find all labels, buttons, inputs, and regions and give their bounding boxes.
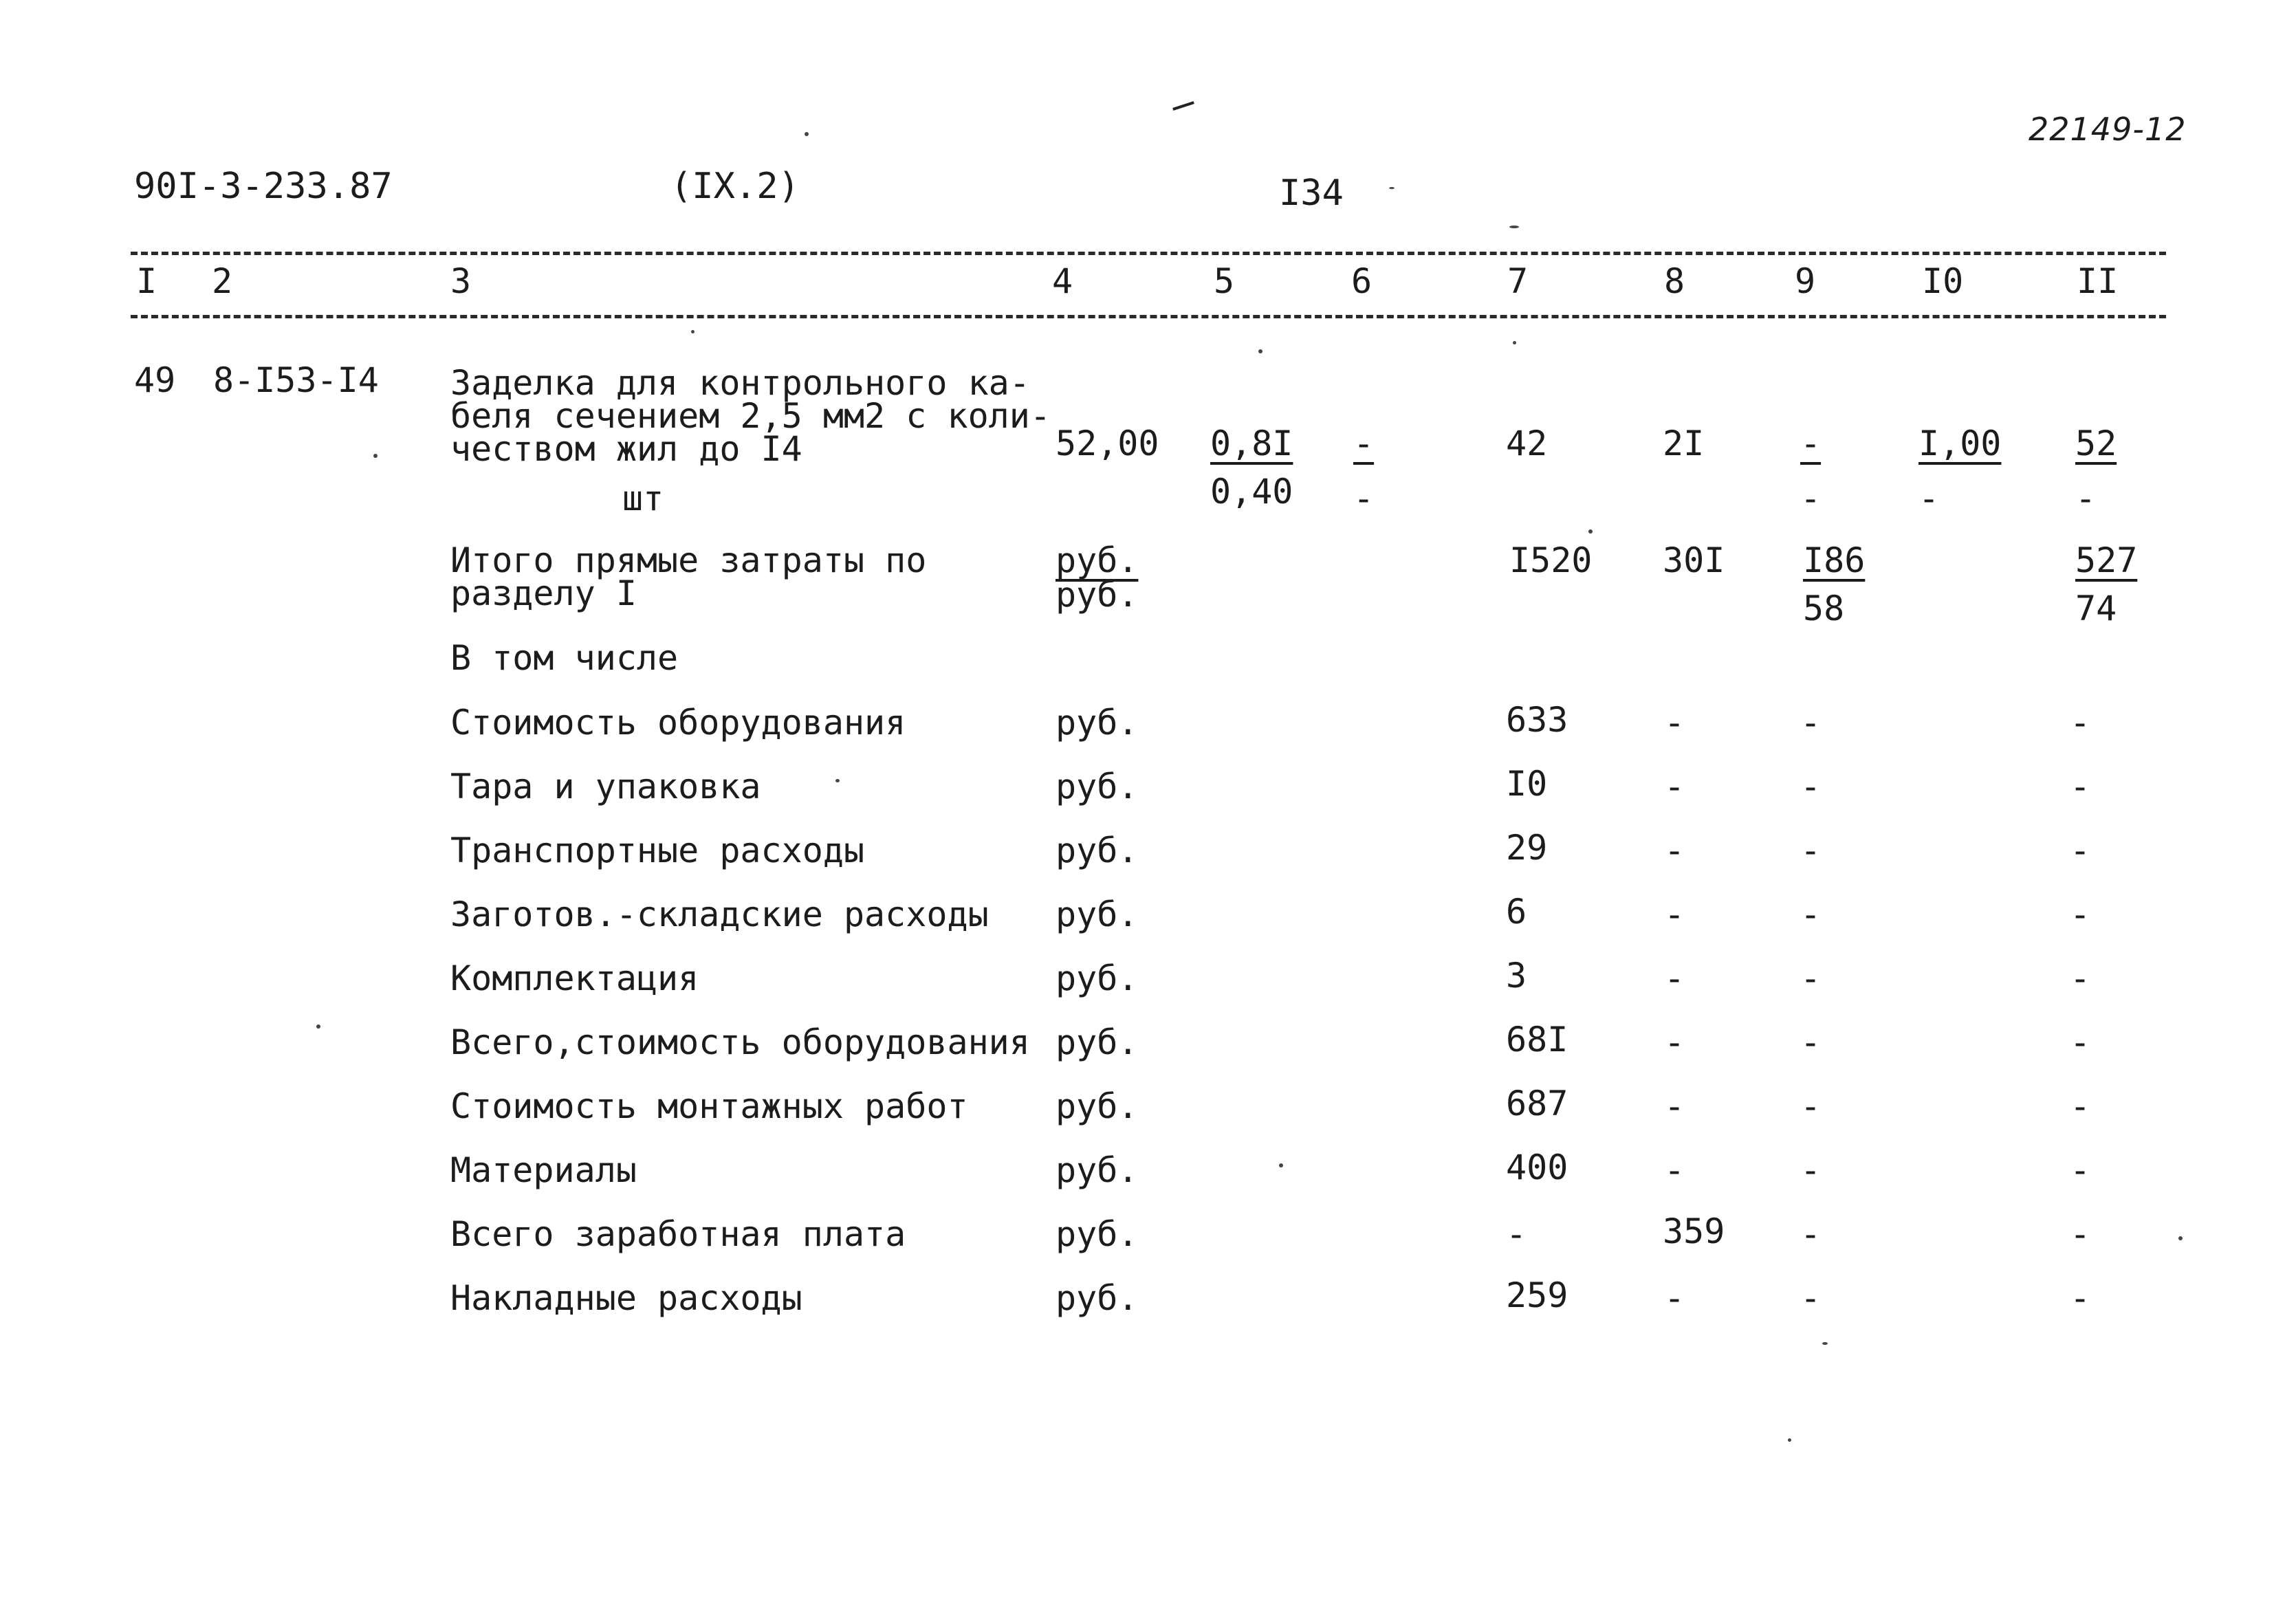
header-rule-top — [131, 252, 2166, 255]
row-col11: - — [2070, 1278, 2091, 1318]
row-unit: руб. — [1056, 831, 1139, 870]
row-label: Комплектация — [450, 958, 699, 998]
row-label: Всего заработная плата — [450, 1214, 906, 1254]
row-label: Заготов.-складские расходы — [450, 895, 989, 934]
row-col7: 6 — [1506, 892, 1527, 932]
row-col11: - — [2070, 767, 2091, 806]
row-col7: 400 — [1506, 1148, 1568, 1187]
col-header-10: I0 — [1922, 261, 1964, 301]
item-col6-bottom: - — [1353, 479, 1375, 518]
row-col9: - — [1800, 958, 1822, 998]
row-col7: - — [1506, 1214, 1527, 1254]
row-unit: руб. — [1056, 1214, 1139, 1254]
row-col9: - — [1800, 1214, 1822, 1254]
row-label: Тара и упаковка — [450, 767, 761, 806]
row-col9: - — [1800, 767, 1822, 806]
total-unit-bottom: руб. — [1056, 575, 1139, 615]
row-col11: - — [2070, 831, 2091, 870]
row-unit: руб. — [1056, 895, 1139, 934]
scan-mark — [1172, 101, 1194, 111]
scan-speck — [1588, 529, 1593, 534]
scan-speck — [1509, 226, 1519, 228]
row-col9: - — [1800, 895, 1822, 934]
row-unit: руб. — [1056, 958, 1139, 998]
item-desc-line-2: беля сечением 2,5 мм2 с коли- — [450, 396, 1051, 436]
item-col7: 42 — [1506, 424, 1548, 463]
row-col8: - — [1664, 1278, 1685, 1318]
row-col11: - — [2070, 1022, 2091, 1062]
col-header-4: 4 — [1052, 261, 1073, 301]
row-col9: - — [1800, 1022, 1822, 1062]
row-label: Транспортные расходы — [450, 831, 865, 870]
total-col9-bottom: 58 — [1803, 589, 1845, 628]
row-label: Материалы — [450, 1150, 637, 1190]
item-code: 8-I53-I4 — [213, 360, 379, 400]
in-total-label: В том числе — [450, 638, 679, 678]
section-number: (IX.2) — [670, 166, 800, 207]
total-col11-top: 527 — [2075, 540, 2138, 580]
item-col5-top: 0,8I — [1210, 424, 1293, 463]
item-col6-top: - — [1353, 424, 1375, 463]
item-col10-top: I,00 — [1918, 424, 2002, 463]
total-col9-top: I86 — [1803, 540, 1866, 580]
row-col11: - — [2070, 1214, 2091, 1254]
col-header-6: 6 — [1351, 261, 1373, 301]
scan-speck — [691, 330, 695, 333]
row-unit: руб. — [1056, 1278, 1139, 1318]
row-col7: I0 — [1506, 764, 1548, 804]
row-label: Всего,стоимость оборудования — [450, 1022, 1030, 1062]
row-label: Накладные расходы — [450, 1278, 802, 1318]
item-col9-top: - — [1800, 424, 1822, 463]
scan-speck — [2178, 1236, 2183, 1240]
scan-speck — [1258, 349, 1262, 353]
scan-speck — [1389, 187, 1395, 189]
row-col7: 259 — [1506, 1275, 1568, 1315]
row-col7: 68I — [1506, 1020, 1568, 1060]
row-unit: руб. — [1056, 1086, 1139, 1126]
col-header-7: 7 — [1507, 261, 1529, 301]
col-header-3: 3 — [450, 261, 472, 301]
row-unit: руб. — [1056, 767, 1139, 806]
scan-speck — [835, 779, 840, 782]
row-col8: - — [1664, 958, 1685, 998]
col-header-1: I — [136, 261, 157, 301]
row-col7: 687 — [1506, 1084, 1568, 1123]
item-desc-line-1: Заделка для контрольного ка- — [450, 363, 1030, 403]
item-desc-line-3: чеством жил до I4 — [450, 429, 802, 469]
item-col11-top: 52 — [2075, 424, 2117, 463]
item-unit: шт — [622, 479, 664, 518]
item-number: 49 — [134, 360, 176, 400]
item-col5-bottom: 0,40 — [1210, 472, 1293, 512]
total-label-line-2: разделу I — [450, 573, 637, 613]
scan-speck — [1788, 1438, 1791, 1442]
header-rule-bottom — [131, 315, 2166, 318]
row-col11: - — [2070, 703, 2091, 743]
col-header-11: II — [2077, 261, 2119, 301]
item-col8: 2I — [1663, 424, 1705, 463]
row-unit: руб. — [1056, 1022, 1139, 1062]
row-col8: 359 — [1663, 1211, 1725, 1251]
row-col7: 633 — [1506, 700, 1568, 740]
row-col9: - — [1800, 1086, 1822, 1126]
row-col11: - — [2070, 1086, 2091, 1126]
item-col9-bottom: - — [1800, 479, 1822, 518]
row-col11: - — [2070, 958, 2091, 998]
total-label-line-1: Итого прямые затраты по — [450, 540, 927, 580]
document-code: 90I-3-233.87 — [134, 166, 393, 207]
total-col8: 30I — [1663, 540, 1725, 580]
item-col11-bottom: - — [2075, 479, 2097, 518]
row-col8: - — [1664, 1086, 1685, 1126]
total-unit-top: руб. — [1056, 540, 1139, 580]
row-col9: - — [1800, 703, 1822, 743]
col-header-5: 5 — [1214, 261, 1235, 301]
row-col8: - — [1664, 831, 1685, 870]
scan-speck — [1513, 341, 1516, 344]
total-col11-bottom: 74 — [2075, 589, 2117, 628]
scan-speck — [373, 454, 378, 458]
row-col8: - — [1664, 895, 1685, 934]
col-header-8: 8 — [1664, 261, 1685, 301]
item-col4: 52,00 — [1056, 424, 1159, 463]
item-col10-bottom: - — [1918, 479, 1940, 518]
row-unit: руб. — [1056, 1150, 1139, 1190]
row-label: Стоимость оборудования — [450, 703, 906, 743]
col-header-9: 9 — [1795, 261, 1816, 301]
row-col7: 29 — [1506, 828, 1548, 868]
col-header-2: 2 — [212, 261, 233, 301]
row-col11: - — [2070, 1150, 2091, 1190]
row-col9: - — [1800, 1150, 1822, 1190]
archive-stamp: 22149-12 — [2029, 111, 2187, 148]
page-number: I34 — [1279, 173, 1344, 214]
row-col8: - — [1664, 1022, 1685, 1062]
scan-speck — [805, 132, 809, 136]
row-col9: - — [1800, 1278, 1822, 1318]
total-col7: I520 — [1509, 540, 1593, 580]
row-unit: руб. — [1056, 703, 1139, 743]
row-col11: - — [2070, 895, 2091, 934]
row-label: Стоимость монтажных работ — [450, 1086, 968, 1126]
row-col8: - — [1664, 1150, 1685, 1190]
row-col8: - — [1664, 703, 1685, 743]
scan-speck — [1822, 1342, 1828, 1345]
row-col7: 3 — [1506, 956, 1527, 996]
row-col8: - — [1664, 767, 1685, 806]
row-col9: - — [1800, 831, 1822, 870]
scan-speck — [316, 1024, 320, 1029]
scan-speck — [1279, 1163, 1283, 1167]
